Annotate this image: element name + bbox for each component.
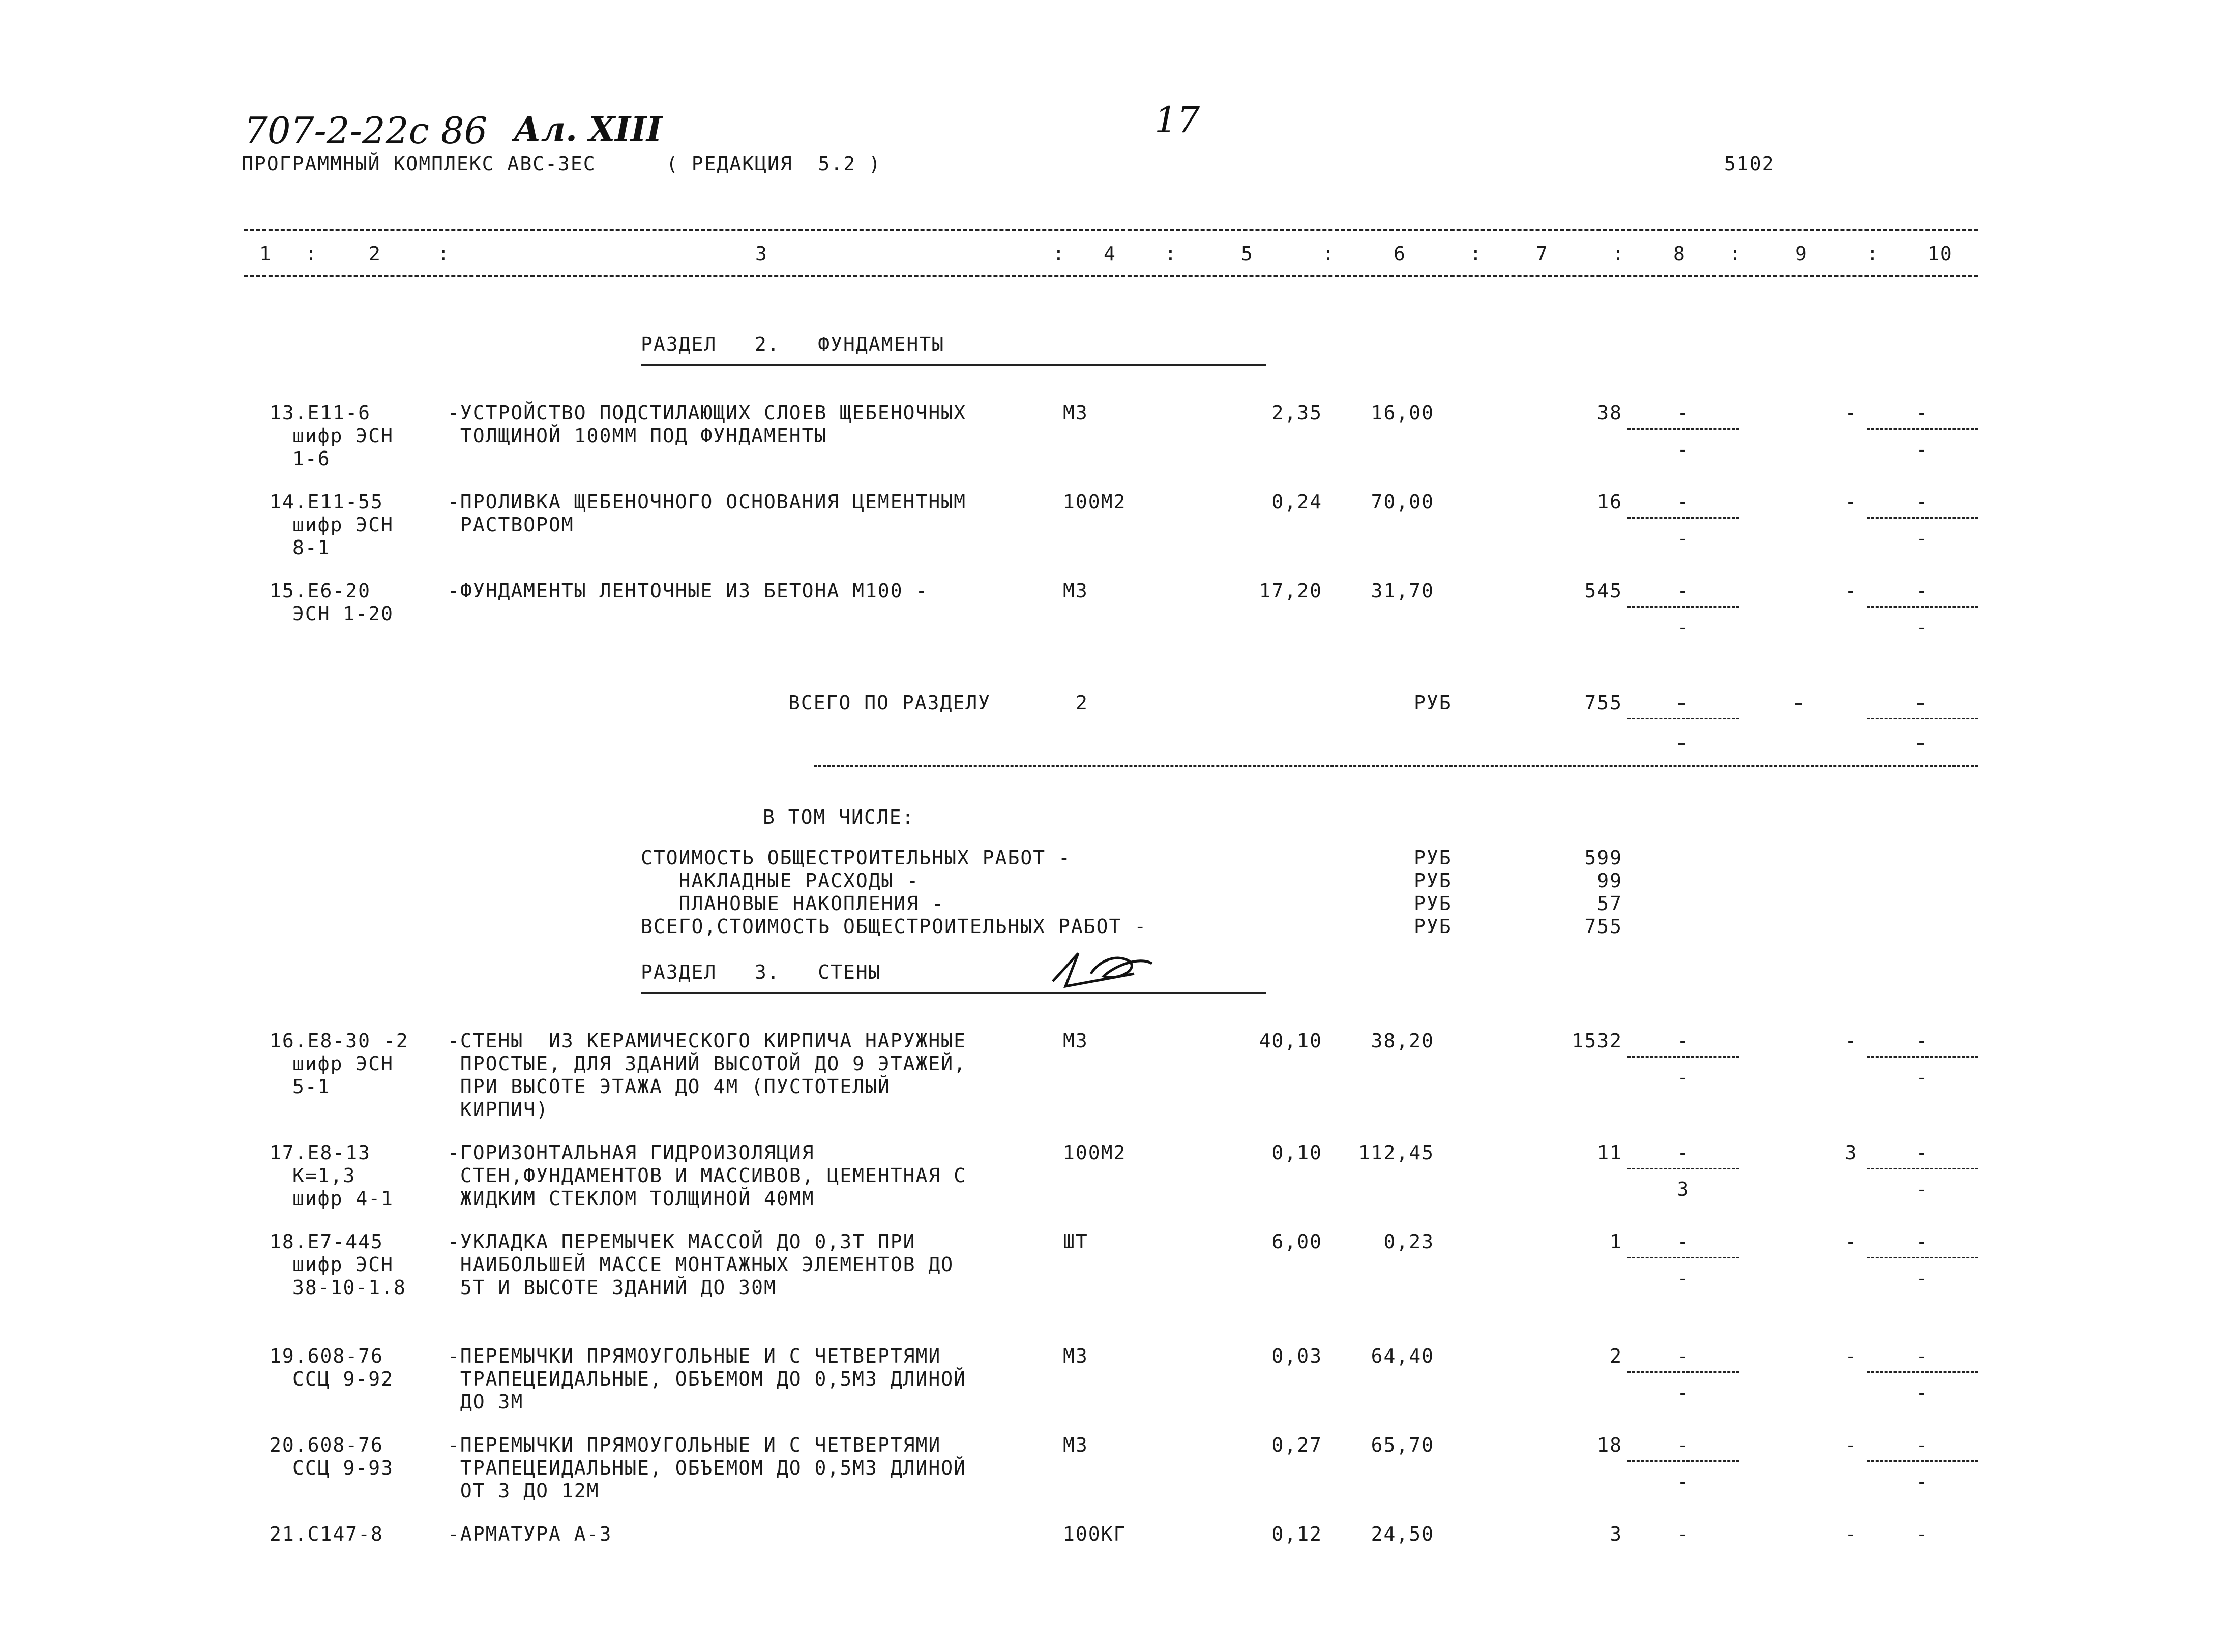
row-unit-price: 112,45 bbox=[1358, 1142, 1434, 1164]
section-total-unit: РУБ bbox=[1414, 692, 1452, 714]
row-col8: - bbox=[1677, 402, 1690, 424]
row-unit-price: 16,00 bbox=[1371, 402, 1434, 424]
row-col10-sub: - bbox=[1916, 527, 1929, 550]
row-description: ТРАПЕЦЕИДАЛЬНЫЕ, ОБЪЕМОМ ДО 0,5М3 ДЛИНОЙ bbox=[448, 1368, 966, 1390]
row-quantity: 40,10 bbox=[1259, 1030, 1322, 1052]
row-code: ССЦ 9-92 bbox=[292, 1368, 394, 1390]
column-header-cell: 4 bbox=[1104, 243, 1116, 265]
row-quantity: 0,24 bbox=[1271, 491, 1322, 513]
row-unit: М3 bbox=[1063, 1345, 1088, 1367]
row-col10-sub: - bbox=[1916, 438, 1929, 461]
breakdown-label: ВСЕГО,СТОИМОСТЬ ОБЩЕСТРОИТЕЛЬНЫХ РАБОТ - bbox=[641, 915, 1147, 938]
signature-mark bbox=[1043, 946, 1154, 992]
row-col10-sub: - bbox=[1916, 1066, 1929, 1089]
row-unit: ШТ bbox=[1063, 1230, 1088, 1253]
row-description: -АРМАТУРА А-3 bbox=[448, 1523, 612, 1545]
cell-divider bbox=[1867, 1257, 1978, 1258]
column-header-cell: 2 bbox=[369, 243, 381, 265]
breakdown-label: ПЛАНОВЫЕ НАКОПЛЕНИЯ - bbox=[641, 892, 945, 915]
row-col10-sub: - bbox=[1916, 1267, 1929, 1289]
row-col8-sub: - bbox=[1677, 1381, 1690, 1404]
row-col8: - bbox=[1677, 1523, 1690, 1545]
row-code: 14.Е11-55 bbox=[270, 491, 383, 513]
row-total: 16 bbox=[1597, 491, 1622, 513]
breakdown-unit: РУБ bbox=[1414, 915, 1452, 938]
program-title: ПРОГРАММНЫЙ КОМПЛЕКС АВС-3ЕС bbox=[242, 153, 596, 175]
row-description: РАСТВОРОМ bbox=[448, 514, 574, 536]
row-col8: - bbox=[1677, 1230, 1690, 1253]
row-col8: - bbox=[1677, 1434, 1690, 1456]
row-col9: - bbox=[1845, 1434, 1858, 1456]
column-header-cell: 3 bbox=[755, 243, 768, 265]
row-col8-sub: - bbox=[1677, 1066, 1690, 1089]
row-description: ДО 3М bbox=[448, 1391, 524, 1413]
column-header-cell: 9 bbox=[1795, 243, 1808, 265]
row-quantity: 6,00 bbox=[1271, 1230, 1322, 1253]
section-title-rule bbox=[641, 364, 1266, 366]
row-description: -УКЛАДКА ПЕРЕМЫЧЕК МАССОЙ ДО 0,3Т ПРИ bbox=[448, 1230, 916, 1253]
row-code: шифр ЭСН bbox=[292, 514, 394, 536]
column-header-cell: : bbox=[437, 243, 450, 265]
empty-cell-dash bbox=[1678, 703, 1685, 705]
code-number: 5102 bbox=[1724, 153, 1775, 175]
column-header-cell: : bbox=[1322, 243, 1335, 265]
section-title-rule bbox=[641, 992, 1266, 994]
row-col10: - bbox=[1916, 1434, 1929, 1456]
row-code: 5-1 bbox=[292, 1075, 331, 1098]
row-unit: М3 bbox=[1063, 402, 1088, 424]
row-col10-sub: - bbox=[1916, 1381, 1929, 1404]
row-col8: - bbox=[1677, 1345, 1690, 1367]
breakdown-label: НАКЛАДНЫЕ РАСХОДЫ - bbox=[641, 869, 920, 892]
row-code: 38-10-1.8 bbox=[292, 1276, 406, 1299]
column-header-cell: 7 bbox=[1536, 243, 1549, 265]
row-col10: - bbox=[1916, 1230, 1929, 1253]
row-description: ЖИДКИМ СТЕКЛОМ ТОЛЩИНОЙ 40ММ bbox=[448, 1187, 815, 1210]
row-description: -ПЕРЕМЫЧКИ ПРЯМОУГОЛЬНЫЕ И С ЧЕТВЕРТЯМИ bbox=[448, 1434, 941, 1456]
row-col9: - bbox=[1845, 491, 1858, 513]
section-total-label: ВСЕГО ПО РАЗДЕЛУ bbox=[788, 692, 991, 714]
column-header-cell: : bbox=[1053, 243, 1065, 265]
row-col8-sub: - bbox=[1677, 1470, 1690, 1493]
cell-divider bbox=[1627, 1168, 1739, 1169]
row-code: 20.608-76 bbox=[270, 1434, 383, 1456]
row-quantity: 2,35 bbox=[1271, 402, 1322, 424]
row-code: К=1,3 bbox=[292, 1164, 356, 1187]
row-code: 17.Е8-13 bbox=[270, 1142, 371, 1164]
section-title: РАЗДЕЛ 3. СТЕНЫ bbox=[641, 961, 881, 983]
row-unit: М3 bbox=[1063, 1030, 1088, 1052]
row-code: 21.С147-8 bbox=[270, 1523, 383, 1545]
section-total-value: 755 bbox=[1584, 692, 1622, 714]
row-code: 15.Е6-20 bbox=[270, 580, 371, 602]
row-col8: - bbox=[1677, 580, 1690, 602]
row-code: шифр 4-1 bbox=[292, 1187, 394, 1210]
cell-divider bbox=[1867, 1371, 1978, 1373]
row-col8: - bbox=[1677, 491, 1690, 513]
row-col10-sub: - bbox=[1916, 1178, 1929, 1200]
row-code: шифр ЭСН bbox=[292, 425, 394, 447]
cell-divider bbox=[1867, 428, 1978, 430]
row-description: -ГОРИЗОНТАЛЬНАЯ ГИДРОИЗОЛЯЦИЯ bbox=[448, 1142, 815, 1164]
column-header-cell: : bbox=[1470, 243, 1483, 265]
row-unit: 100М2 bbox=[1063, 1142, 1127, 1164]
cell-divider bbox=[1627, 517, 1739, 519]
row-code: шифр ЭСН bbox=[292, 1053, 394, 1075]
column-header-cell: : bbox=[1612, 243, 1625, 265]
cell-divider bbox=[1627, 1257, 1739, 1258]
handwritten-project-code: 707-2-22с 86 bbox=[244, 109, 488, 152]
row-description: ПРОСТЫЕ, ДЛЯ ЗДАНИЙ ВЫСОТОЙ ДО 9 ЭТАЖЕЙ, bbox=[448, 1053, 966, 1075]
row-col10: - bbox=[1916, 1030, 1929, 1052]
handwritten-sheet-number: Ал. XIII bbox=[514, 109, 662, 149]
column-header-cell: 5 bbox=[1241, 243, 1254, 265]
cell-divider bbox=[1627, 1056, 1739, 1058]
cell-divider bbox=[1627, 428, 1739, 430]
row-description: КИРПИЧ) bbox=[448, 1098, 549, 1121]
row-col8-sub: - bbox=[1677, 616, 1690, 639]
row-total: 11 bbox=[1597, 1142, 1622, 1164]
cell-divider bbox=[1627, 718, 1739, 719]
row-total: 3 bbox=[1610, 1523, 1622, 1545]
row-total: 18 bbox=[1597, 1434, 1622, 1456]
cell-divider bbox=[1867, 606, 1978, 608]
row-code: ССЦ 9-93 bbox=[292, 1457, 394, 1479]
row-unit-price: 65,70 bbox=[1371, 1434, 1434, 1456]
column-header-cell: : bbox=[1729, 243, 1742, 265]
row-col8-sub: - bbox=[1677, 1267, 1690, 1289]
row-col9: - bbox=[1845, 1345, 1858, 1367]
row-code: 8-1 bbox=[292, 536, 331, 559]
row-description: -ПЕРЕМЫЧКИ ПРЯМОУГОЛЬНЫЕ И С ЧЕТВЕРТЯМИ bbox=[448, 1345, 941, 1367]
row-col10: - bbox=[1916, 1142, 1929, 1164]
row-col8: - bbox=[1677, 1030, 1690, 1052]
empty-cell-dash bbox=[1795, 703, 1802, 705]
row-description: ТРАПЕЦЕИДАЛЬНЫЕ, ОБЪЕМОМ ДО 0,5М3 ДЛИНОЙ bbox=[448, 1457, 966, 1479]
row-description: НАИБОЛЬШЕЙ МАССЕ МОНТАЖНЫХ ЭЛЕМЕНТОВ ДО bbox=[448, 1253, 954, 1276]
page-number: 17 bbox=[1154, 99, 1200, 141]
row-code: 1-6 bbox=[292, 447, 331, 470]
row-total: 545 bbox=[1584, 580, 1622, 602]
cell-divider bbox=[1627, 606, 1739, 608]
header-bottom-rule bbox=[244, 275, 1978, 277]
row-col10: - bbox=[1916, 491, 1929, 513]
row-description: -ФУНДАМЕНТЫ ЛЕНТОЧНЫЕ ИЗ БЕТОНА М100 - bbox=[448, 580, 929, 602]
breakdown-unit: РУБ bbox=[1414, 892, 1452, 915]
column-header-cell: : bbox=[305, 243, 318, 265]
row-col10-sub: - bbox=[1916, 616, 1929, 639]
row-description: ОТ 3 ДО 12М bbox=[448, 1480, 600, 1502]
row-total: 38 bbox=[1597, 402, 1622, 424]
cell-divider bbox=[1867, 1460, 1978, 1462]
breakdown-value: 99 bbox=[1597, 869, 1622, 892]
row-quantity: 0,12 bbox=[1271, 1523, 1322, 1545]
row-unit-price: 0,23 bbox=[1383, 1230, 1434, 1253]
row-description: СТЕН,ФУНДАМЕНТОВ И МАССИВОВ, ЦЕМЕНТНАЯ С bbox=[448, 1164, 966, 1187]
row-total: 1 bbox=[1610, 1230, 1622, 1253]
row-col8-sub: - bbox=[1677, 527, 1690, 550]
breakdown-unit: РУБ bbox=[1414, 847, 1452, 869]
row-quantity: 0,03 bbox=[1271, 1345, 1322, 1367]
row-unit: 100КГ bbox=[1063, 1523, 1127, 1545]
row-col10-sub: - bbox=[1916, 1470, 1929, 1493]
row-quantity: 17,20 bbox=[1259, 580, 1322, 602]
row-code: 13.Е11-6 bbox=[270, 402, 371, 424]
cell-divider bbox=[1627, 1371, 1739, 1373]
row-description: -УСТРОЙСТВО ПОДСТИЛАЮЩИХ СЛОЕВ ЩЕБЕНОЧНЫХ bbox=[448, 402, 966, 424]
row-col9: - bbox=[1845, 1230, 1858, 1253]
row-description: ПРИ ВЫСОТЕ ЭТАЖА ДО 4М (ПУСТОТЕЛЫЙ bbox=[448, 1075, 891, 1098]
row-unit-price: 70,00 bbox=[1371, 491, 1434, 513]
row-col8: - bbox=[1677, 1142, 1690, 1164]
column-header-cell: : bbox=[1165, 243, 1177, 265]
row-quantity: 0,27 bbox=[1271, 1434, 1322, 1456]
column-header-cell: 6 bbox=[1394, 243, 1406, 265]
row-col8-sub: - bbox=[1677, 438, 1690, 461]
row-unit: М3 bbox=[1063, 1434, 1088, 1456]
total-divider-rule bbox=[814, 765, 1978, 767]
header-top-rule bbox=[244, 229, 1978, 231]
section-total-number: 2 bbox=[1076, 692, 1088, 714]
row-code: 19.608-76 bbox=[270, 1345, 383, 1367]
breakdown-value: 755 bbox=[1584, 915, 1622, 938]
row-code: ЭСН 1-20 bbox=[292, 603, 394, 625]
column-header-cell: 1 bbox=[259, 243, 272, 265]
row-unit: М3 bbox=[1063, 580, 1088, 602]
row-col9: - bbox=[1845, 1523, 1858, 1545]
breakdown-unit: РУБ bbox=[1414, 869, 1452, 892]
column-header-cell: 8 bbox=[1673, 243, 1686, 265]
row-description: -СТЕНЫ ИЗ КЕРАМИЧЕСКОГО КИРПИЧА НАРУЖНЫЕ bbox=[448, 1030, 966, 1052]
edition-label: ( РЕДАКЦИЯ 5.2 ) bbox=[666, 153, 881, 175]
row-col9: - bbox=[1845, 580, 1858, 602]
row-unit-price: 24,50 bbox=[1371, 1523, 1434, 1545]
row-col10: - bbox=[1916, 1523, 1929, 1545]
row-code: 18.Е7-445 bbox=[270, 1230, 383, 1253]
row-unit-price: 31,70 bbox=[1371, 580, 1434, 602]
empty-cell-dash bbox=[1917, 703, 1924, 705]
section-title: РАЗДЕЛ 2. ФУНДАМЕНТЫ bbox=[641, 333, 945, 355]
row-total: 1532 bbox=[1572, 1030, 1622, 1052]
breakdown-value: 599 bbox=[1584, 847, 1622, 869]
empty-cell-dash bbox=[1917, 743, 1924, 745]
cell-divider bbox=[1867, 1168, 1978, 1169]
row-col10: - bbox=[1916, 402, 1929, 424]
column-header-cell: : bbox=[1867, 243, 1879, 265]
including-label: В ТОМ ЧИСЛЕ: bbox=[763, 806, 915, 828]
row-quantity: 0,10 bbox=[1271, 1142, 1322, 1164]
row-unit: 100М2 bbox=[1063, 491, 1127, 513]
cell-divider bbox=[1867, 718, 1978, 719]
cell-divider bbox=[1867, 1056, 1978, 1058]
column-header-cell: 10 bbox=[1928, 243, 1953, 265]
row-col9: - bbox=[1845, 402, 1858, 424]
row-description: -ПРОЛИВКА ЩЕБЕНОЧНОГО ОСНОВАНИЯ ЦЕМЕНТНЫМ bbox=[448, 491, 966, 513]
row-col8-sub: 3 bbox=[1677, 1178, 1690, 1200]
row-code: шифр ЭСН bbox=[292, 1253, 394, 1276]
row-description: 5Т И ВЫСОТЕ ЗДАНИЙ ДО 30М bbox=[448, 1276, 777, 1299]
empty-cell-dash bbox=[1678, 743, 1685, 745]
breakdown-label: СТОИМОСТЬ ОБЩЕСТРОИТЕЛЬНЫХ РАБОТ - bbox=[641, 847, 1071, 869]
row-unit-price: 38,20 bbox=[1371, 1030, 1434, 1052]
row-total: 2 bbox=[1610, 1345, 1622, 1367]
cell-divider bbox=[1867, 517, 1978, 519]
row-description: ТОЛЩИНОЙ 100ММ ПОД ФУНДАМЕНТЫ bbox=[448, 425, 827, 447]
row-unit-price: 64,40 bbox=[1371, 1345, 1434, 1367]
row-col10: - bbox=[1916, 580, 1929, 602]
row-code: 16.Е8-30 -2 bbox=[270, 1030, 409, 1052]
cell-divider bbox=[1627, 1460, 1739, 1462]
row-col10: - bbox=[1916, 1345, 1929, 1367]
row-col9: - bbox=[1845, 1030, 1858, 1052]
breakdown-value: 57 bbox=[1597, 892, 1622, 915]
row-col9: 3 bbox=[1845, 1142, 1858, 1164]
